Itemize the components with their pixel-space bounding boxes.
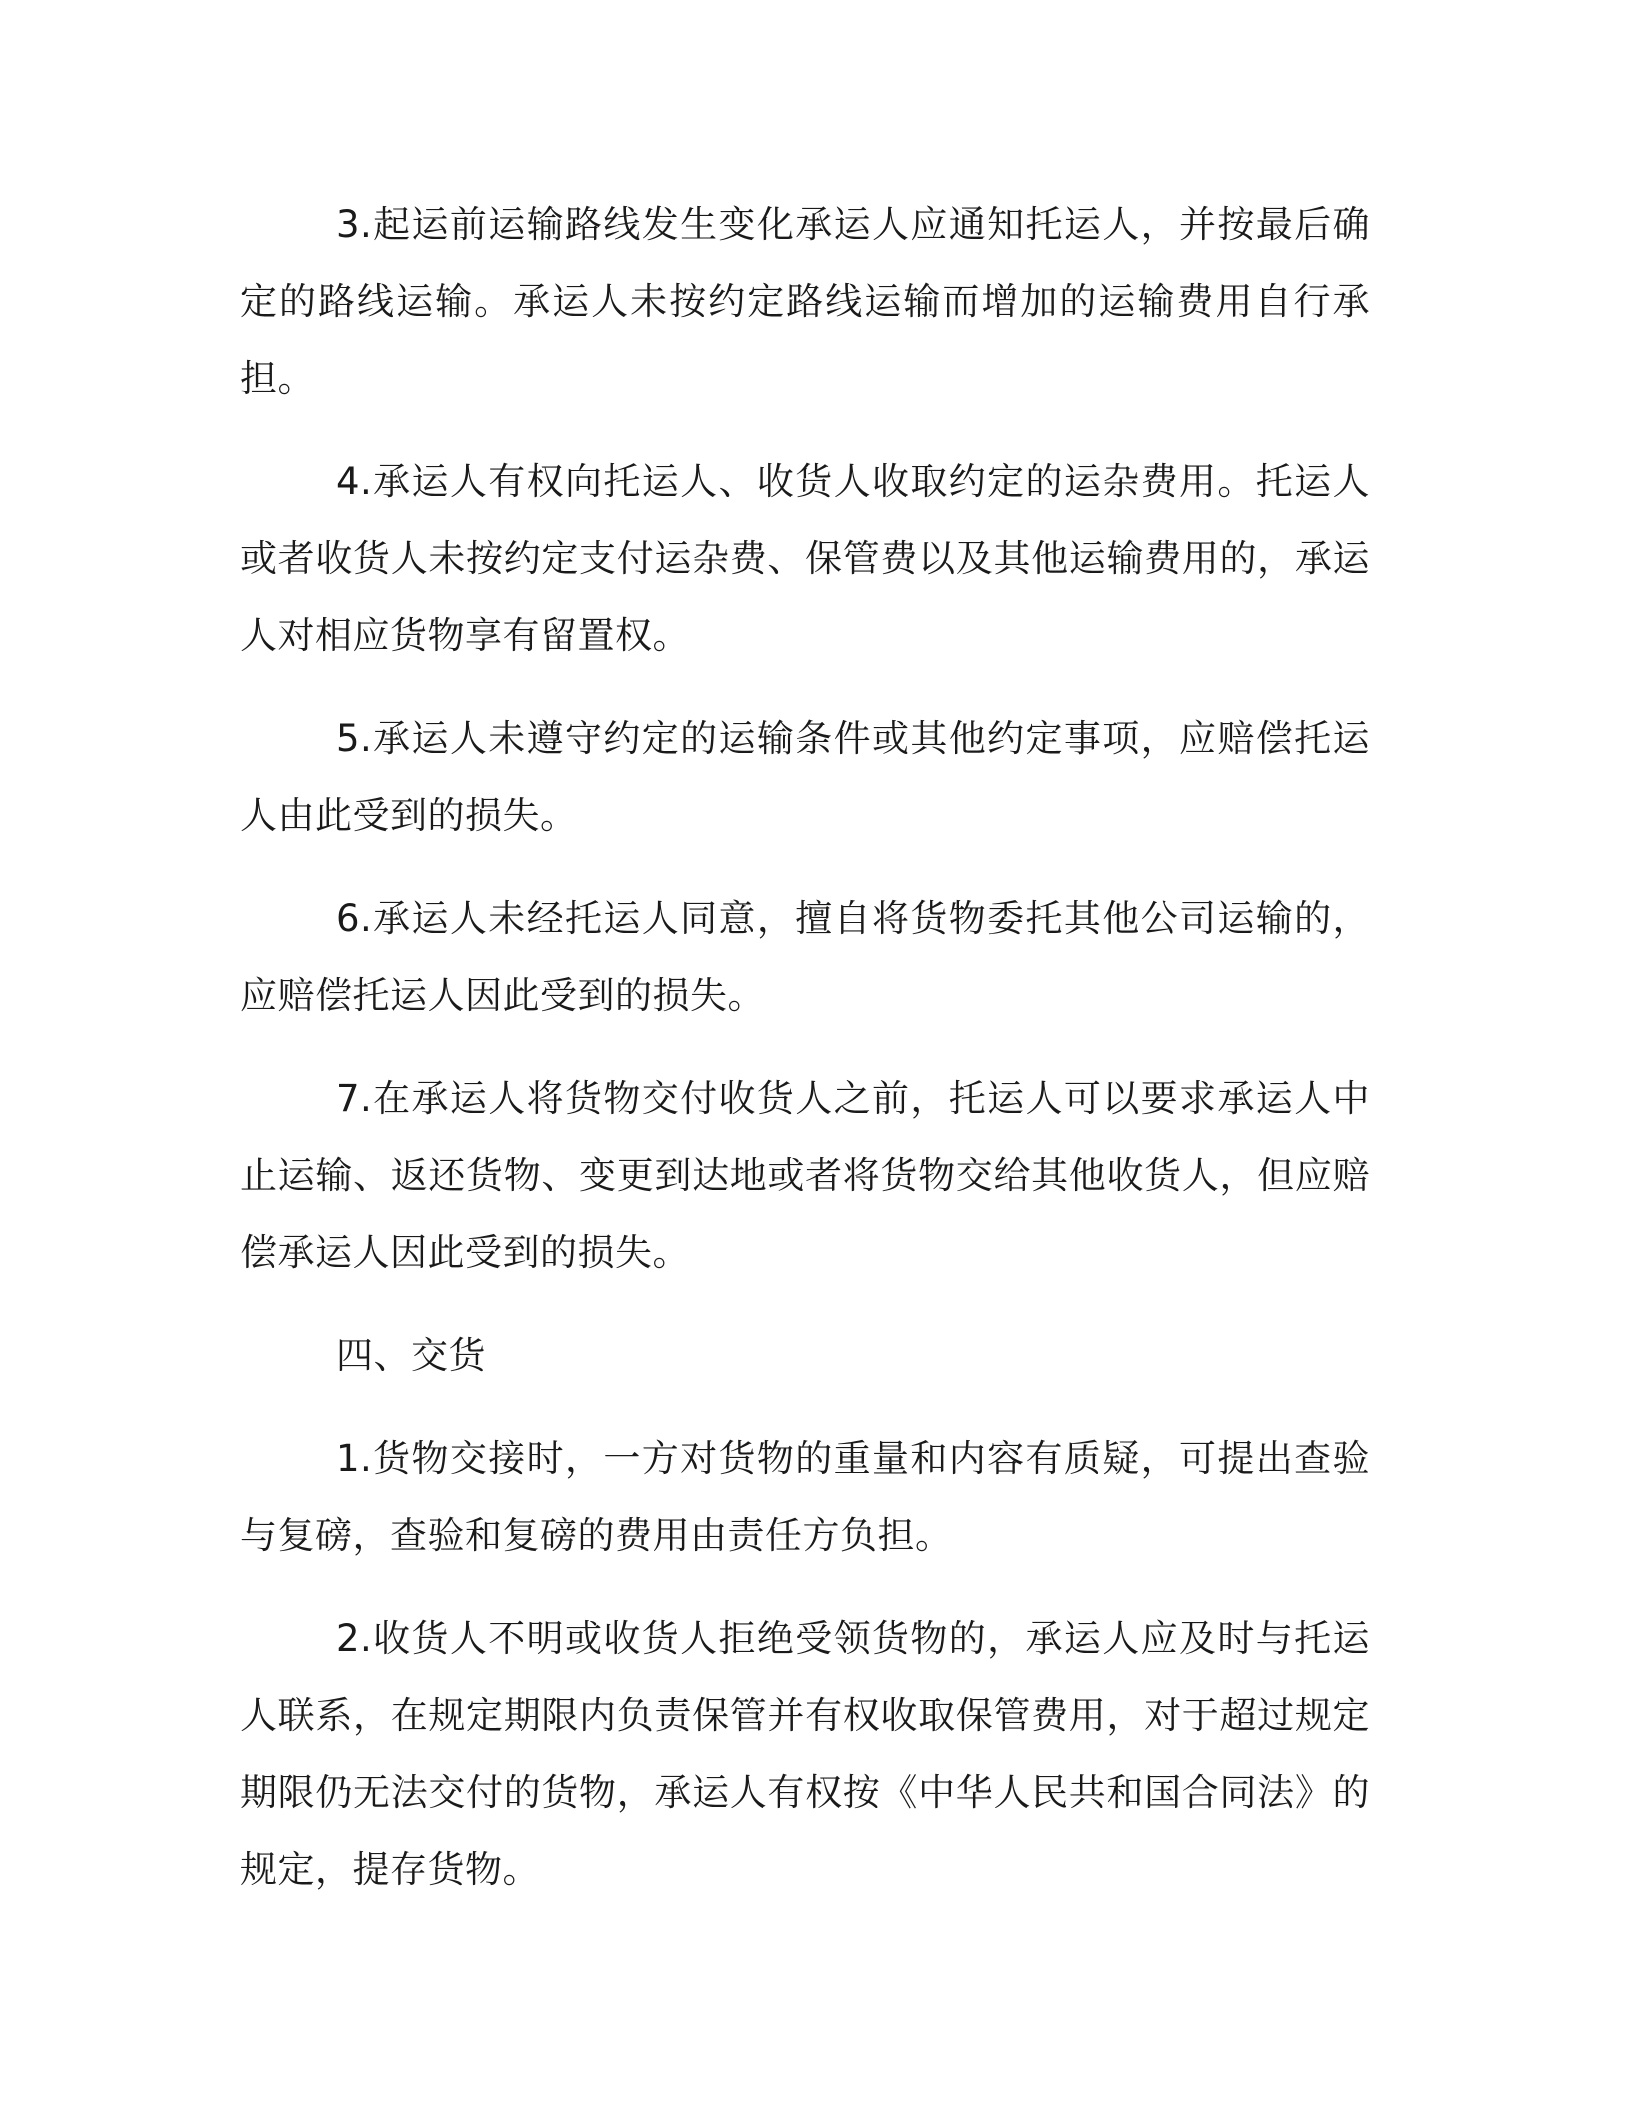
document-body [240,186,1370,1934]
clause-3-paragraph: 3.起运前运输路线发生变化承运人应通知托运人，并按最后确定的路线运输。承运人未按约定路线运输而增加的运输费用自行承担。 [240,203,1370,400]
clause-6-paragraph: 6.承运人未经托运人同意，擅自将货物委托其他公司运输的，应赔偿托运人因此受到的损失。 [240,897,1370,1017]
clause-5-paragraph: 5.承运人未遵守约定的运输条件或其他约定事项，应赔偿托运人由此受到的损失。 [240,717,1370,837]
clause-4-paragraph: 4.承运人有权向托运人、收货人收取约定的运杂费用。托运人或者收货人未按约定支付运杂费、保管费以及其他运输费用的，承运人对相应货物享有留置权。 [240,460,1370,657]
delivery-clause-1-paragraph: 1.货物交接时，一方对货物的重量和内容有质疑，可提出查验与复磅，查验和复磅的费用由责任方负担。 [240,1437,1370,1557]
delivery-clause-2-paragraph: 2.收货人不明或收货人拒绝受领货物的，承运人应及时与托运人联系，在规定期限内负责保管并有权收取保管费用，对于超过规定期限仍无法交付的货物，承运人有权按《中华人民共和国合同法》的规定，提存货物。 [240,1617,1370,1891]
section-heading: 四、交货 [336,1334,486,1377]
clause-7-paragraph: 7.在承运人将货物交付收货人之前，托运人可以要求承运人中止运输、返还货物、变更到达地或者将货物交给其他收货人，但应赔偿承运人因此受到的损失。 [240,1077,1370,1274]
